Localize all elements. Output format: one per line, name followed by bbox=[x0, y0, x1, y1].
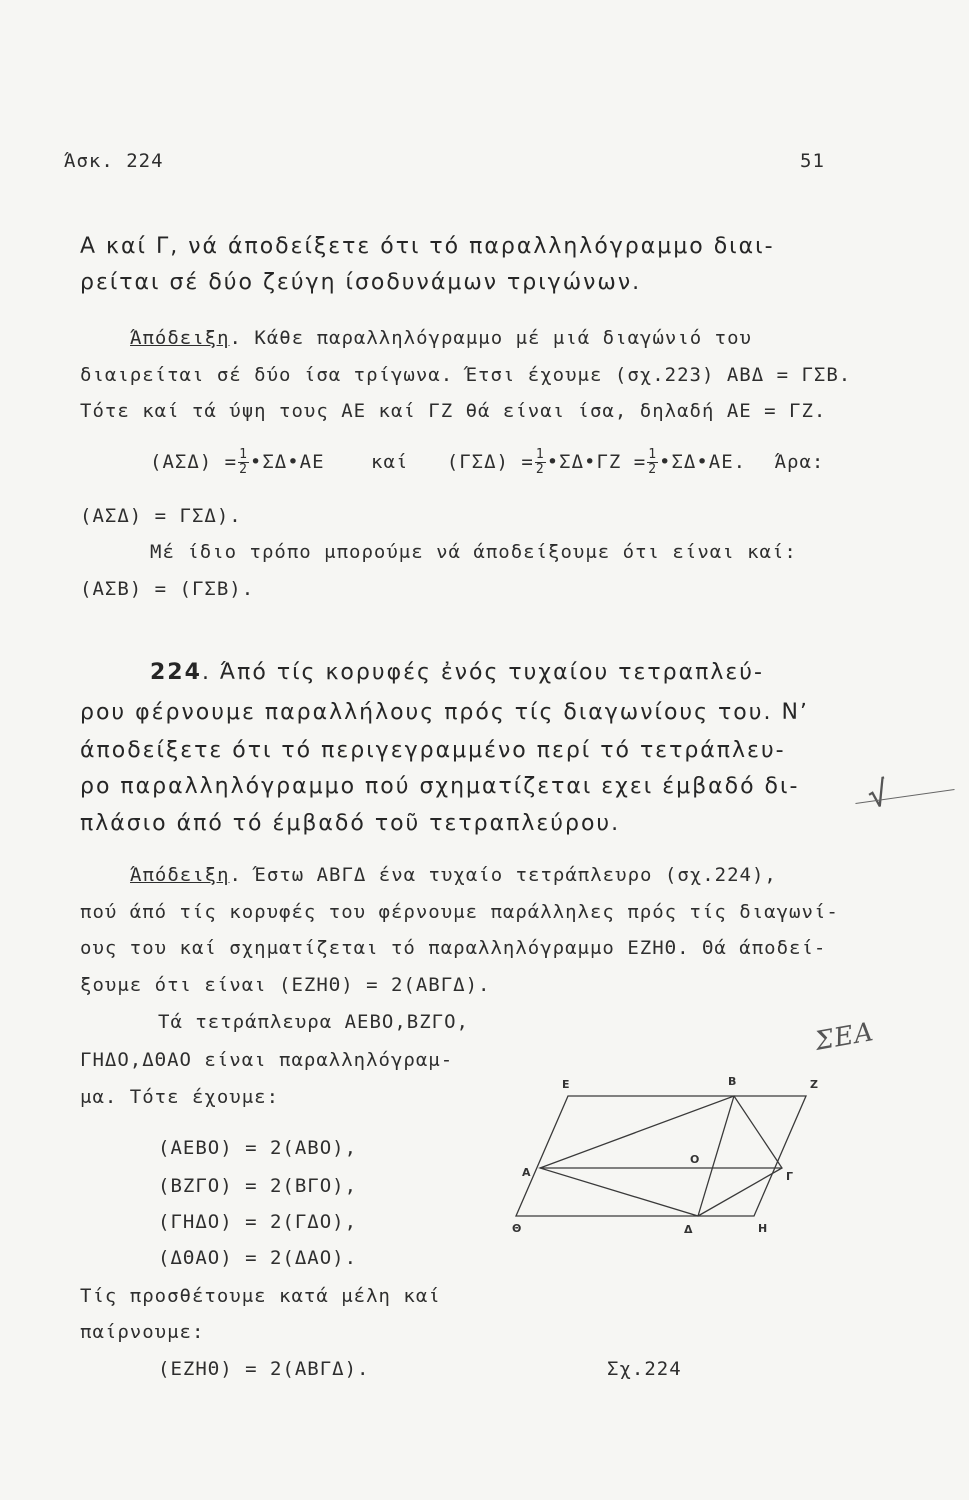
proof1-line-3: Τότε καί τά ύψη τους ΑΕ καί ΓΖ θά είναι ίσα, δηλαδή ΑΕ = ΓΖ. bbox=[80, 400, 827, 422]
eq-b-rhs: •ΣΔ•ΑΕ. bbox=[659, 451, 747, 473]
proof2-line-5: Τά τετράπλευρα ΑΕΒΟ,ΒΖΓΟ, bbox=[158, 1011, 469, 1033]
proof1-line-1-text: . Κάθε παραλληλόγραμμο μέ μιά διαγώνιό του bbox=[229, 327, 752, 349]
handwritten-note: ΣΕΑ bbox=[812, 1017, 877, 1057]
proof2-line-7: μα. Τότε έχουμε: bbox=[80, 1086, 280, 1108]
label-A: Α bbox=[522, 1166, 531, 1179]
proof2-line-4: ξουμε ότι είναι (ΕΖΗΘ) = 2(ΑΒΓΔ). bbox=[80, 974, 491, 996]
proof1-equation bbox=[150, 448, 824, 477]
exercise-number: 224 bbox=[150, 660, 202, 685]
label-G: Γ bbox=[786, 1170, 794, 1183]
exercise224-line-1: 224. Άπό τίς κορυφές ἐνός τυχαίου τετραπλεύ- bbox=[150, 660, 764, 685]
proof1-line-7: (ΑΣΒ) = (ΓΣΒ). bbox=[80, 578, 255, 600]
label-D: Δ bbox=[684, 1223, 693, 1236]
proof2-result: (ΕΖΗΘ) = 2(ΑΒΓΔ). bbox=[158, 1358, 370, 1380]
proof2-eq-2: (ΒΖΓΟ) = 2(ΒΓΟ), bbox=[158, 1175, 358, 1197]
proof2-line-8: Τίς προσθέτουμε κατά μέλη καί bbox=[80, 1285, 441, 1307]
proof2-eq-1: (ΑΕΒΟ) = 2(ΑΒΟ), bbox=[158, 1137, 358, 1159]
prev-exercise-line-1: Α καί Γ, νά άποδείξετε ότι τό παραλληλόγραμμο διαι- bbox=[80, 234, 775, 259]
quadrilateral-ABGD bbox=[540, 1096, 782, 1216]
proof2-line-3: ους του καί σχηματίζεται τό παραλληλόγραμμο ΕΖΗΘ. Θά άποδεί- bbox=[80, 937, 827, 959]
prev-exercise-line-2: ρείται σέ δύο ζεύγη ίσοδυνάμων τριγώνων. bbox=[80, 270, 642, 295]
exercise224-line-2: ρου φέρνουμε παραλλήλους πρός τίς διαγωνίους του. Νʼ bbox=[80, 700, 809, 725]
figure-224 bbox=[500, 1070, 840, 1250]
fraction-half: $\frac{1}{2}$ bbox=[535, 447, 545, 477]
proof2-line-2: πού άπό τίς κορυφές του φέρνουμε παράλληλες πρός τίς διαγωνί- bbox=[80, 901, 839, 923]
label-TH: Θ bbox=[512, 1222, 522, 1235]
proof1-line-6: Μέ ίδιο τρόπο μπορούμε νά άποδείξουμε ότι είναι καί: bbox=[150, 541, 797, 563]
eq-b-lhs: (ΓΣΔ) = bbox=[446, 451, 534, 473]
proof2-line-6: ΓΗΔΟ,ΔΘΑΟ είναι παραλληλόγραμ- bbox=[80, 1049, 454, 1071]
eq-and: καί bbox=[371, 451, 409, 473]
exercise224-line-5: πλάσιο άπό τό έμβαδό τοῦ τετραπλεύρου. bbox=[80, 811, 621, 836]
fraction-half: $\frac{1}{2}$ bbox=[648, 447, 658, 477]
parallelogram-EZHTH bbox=[516, 1096, 806, 1216]
proof1-line-2: διαιρείται σέ δύο ίσα τρίγωνα. Έτσι έχουμε (σχ.223) ΑΒΔ = ΓΣΒ. bbox=[80, 364, 852, 386]
label-H: Η bbox=[758, 1222, 768, 1235]
proof2-eq-4: (ΔΘΑΟ) = 2(ΔΑΟ). bbox=[158, 1247, 358, 1269]
running-head-left: Άσκ. 224 bbox=[64, 150, 164, 172]
label-E: Ε bbox=[562, 1078, 570, 1091]
margin-check-mark: √ bbox=[864, 773, 894, 817]
proof2-label: Άπόδειξη bbox=[130, 864, 230, 886]
page-number: 51 bbox=[800, 150, 825, 172]
exercise224-line-3: άποδείξετε ότι τό περιγεγραμμένο περί τό τετράπλευ- bbox=[80, 738, 786, 763]
proof2-line-9: παίρνουμε: bbox=[80, 1321, 205, 1343]
label-Z: Ζ bbox=[810, 1078, 818, 1091]
exercise224-line-4: ρο παραλληλόγραμμο πού σχηματίζεται εχει έμβαδό δι- bbox=[80, 774, 800, 799]
proof1-label: Άπόδειξη bbox=[130, 327, 230, 349]
proof2-eq-3: (ΓΗΔΟ) = 2(ΓΔΟ), bbox=[158, 1211, 358, 1233]
label-O: Ο bbox=[690, 1153, 700, 1166]
proof1-line-1 bbox=[130, 327, 752, 349]
fraction-half: $\frac{1}{2}$ bbox=[239, 447, 248, 477]
proof1-line-5: (ΑΣΔ) = ΓΣΔ). bbox=[80, 505, 242, 527]
eq-a-lhs: (ΑΣΔ) = bbox=[150, 451, 238, 473]
label-B: Β bbox=[728, 1075, 737, 1088]
proof2-line-1: Άπόδειξη. Έστω ΑΒΓΔ ένα τυχαίο τετράπλευρο (σχ.224), bbox=[130, 864, 777, 886]
eq-a-rhs: •ΣΔ•ΑΕ bbox=[249, 451, 325, 473]
eq-ara: Άρα: bbox=[774, 451, 825, 473]
eq-b-mid: •ΣΔ•ΓΖ = bbox=[546, 451, 647, 473]
figure-caption: Σχ.224 bbox=[607, 1358, 682, 1380]
